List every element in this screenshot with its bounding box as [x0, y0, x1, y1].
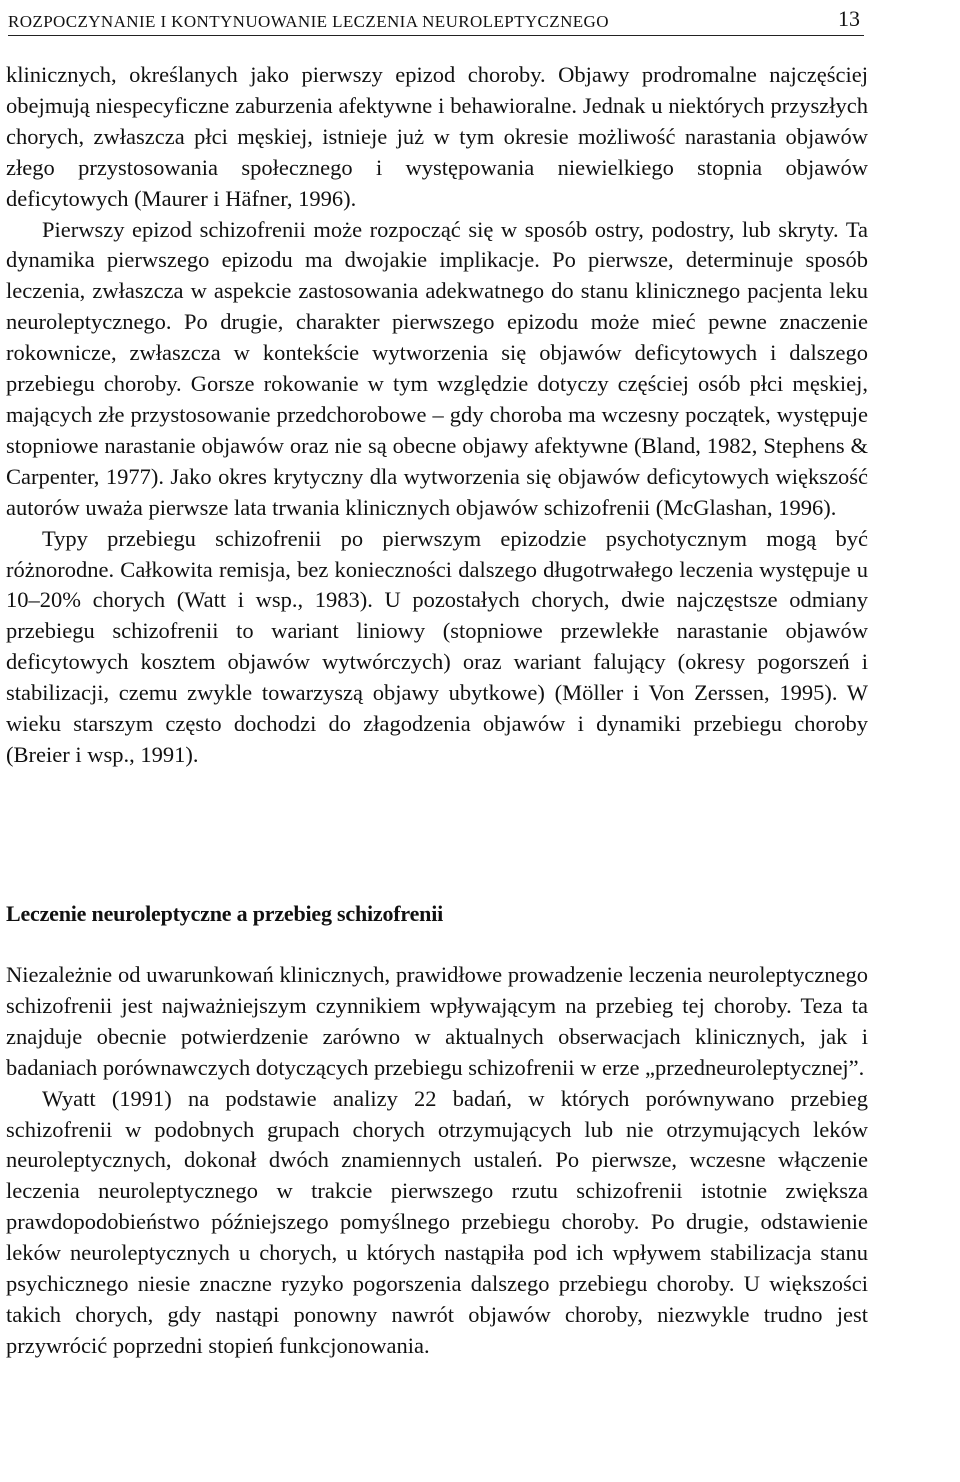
paragraph: Pierwszy epizod schizofrenii może rozpocząć się w sposób ostry, podostry, lub skryty. Ta dynamika pierwszego epizodu ma dwojakie implikacje. Po pierwsze, determinuje sposób leczenia, zwłaszcza w aspekcie zastosowania adekwatnego do stanu klinicznego pacjenta leku neuroleptycznego. Po drugie, charakter pierwszego epizodu może mieć pewne znaczenie rokownicze, zwłaszcza w kontekście wytworzenia się objawów deficytowych i dalszego przebiegu choroby. Gorsze rokowanie w tym względzie dotyczy częściej osób płci męskiej, mających złe przystosowanie przedchorobowe – gdy choroba ma wczesny początek, występuje stopniowe narastanie objawów oraz nie są obecne objawy afektywne (Bland, 1982, Stephens & Carpenter, 1977). Jako okres krytyczny dla wytworzenia się objawów deficytowych większość autorów uważa pierwsze lata trwania klinicznych objawów schizofrenii (McGlashan, 1996).	[6, 216, 868, 520]
paragraph: Typy przebiegu schizofrenii po pierwszym epizodzie psychotycznym mogą być różnorodne. Całkowita remisja, bez konieczności dalszego długotrwałego leczenia występuje u 10–20% chorych (Watt i wsp., 1983). U pozostałych chorych, dwie najczęstsze odmiany przebiegu schizofrenii to wariant liniowy (stopniowe przewlekłe narastanie objawów deficytowych kosztem objawów wytwórczych) oraz wariant falujący (okresy pogorszeń i stabilizacji, czemu zwykle towarzyszą objawy ubytkowe) (Möller i Von Zerssen, 1995). W wieku starszym często dochodzi do złagodzenia objawów i dynamiki przebiegu choroby (Breier i wsp., 1991).	[6, 525, 868, 767]
paragraph: Wyatt (1991) na podstawie analizy 22 badań, w których porównywano przebieg schizofrenii w podobnych grupach chorych otrzymujących lub nie otrzymujących leków neuroleptycznych, dokonał dwóch znamiennych ustaleń. Po pierwsze, wczesne włączenie leczenia neuroleptycznego w trakcie pierwszego rzutu schizofrenii istotnie zwiększa prawdopodobieństwo późniejszego pomyślnego przebiegu choroby. Po drugie, odstawienie leków neuroleptycznych u chorych, u których nastąpiła pod ich wpływem stabilizacja stanu psychicznego niesie znaczne ryzyko pogorszenia dalszego przebiegu choroby. U większości takich chorych, gdy nastąpi ponowny nawrót objawów choroby, niezwykle trudno jest przywrócić poprzedni stopień funkcjonowania.	[6, 1085, 868, 1358]
section-heading: Leczenie neuroleptyczne a przebieg schizofrenii	[6, 901, 444, 926]
paragraph: Niezależnie od uwarunkowań klinicznych, prawidłowe prowadzenie leczenia neuroleptycznego schizofrenii jest najważniejszym czynnikiem wpływającym na przebieg tej choroby. Teza ta znajduje obecnie potwierdzenie zarówno w aktualnych obserwacjach klinicznych, jak i badaniach porównawczych dotyczących przebiegu schizofrenii w erze „przedneuroleptycznej”.	[6, 962, 868, 1080]
running-head	[8, 4, 864, 36]
running-title: ROZPOCZYNANIE I KONTYNUOWANIE LECZENIA NEUROLEPTYCZNEGO	[8, 12, 609, 31]
page-number: 13	[838, 6, 860, 31]
body-text	[6, 60, 868, 771]
section	[6, 900, 868, 1362]
paragraph: klinicznych, określanych jako pierwszy epizod choroby. Objawy prodromalne najczęściej obejmują niespecyficzne zaburzenia afektywne i behawioralne. Jednak u niektórych przyszłych chorych, zwłaszcza płci męskiej, istnieje już w tym okresie możliwość narastania objawów złego przystosowania społecznego i występowania niewielkiego stopnia objawów deficytowych (Maurer i Häfner, 1996).	[6, 62, 868, 211]
